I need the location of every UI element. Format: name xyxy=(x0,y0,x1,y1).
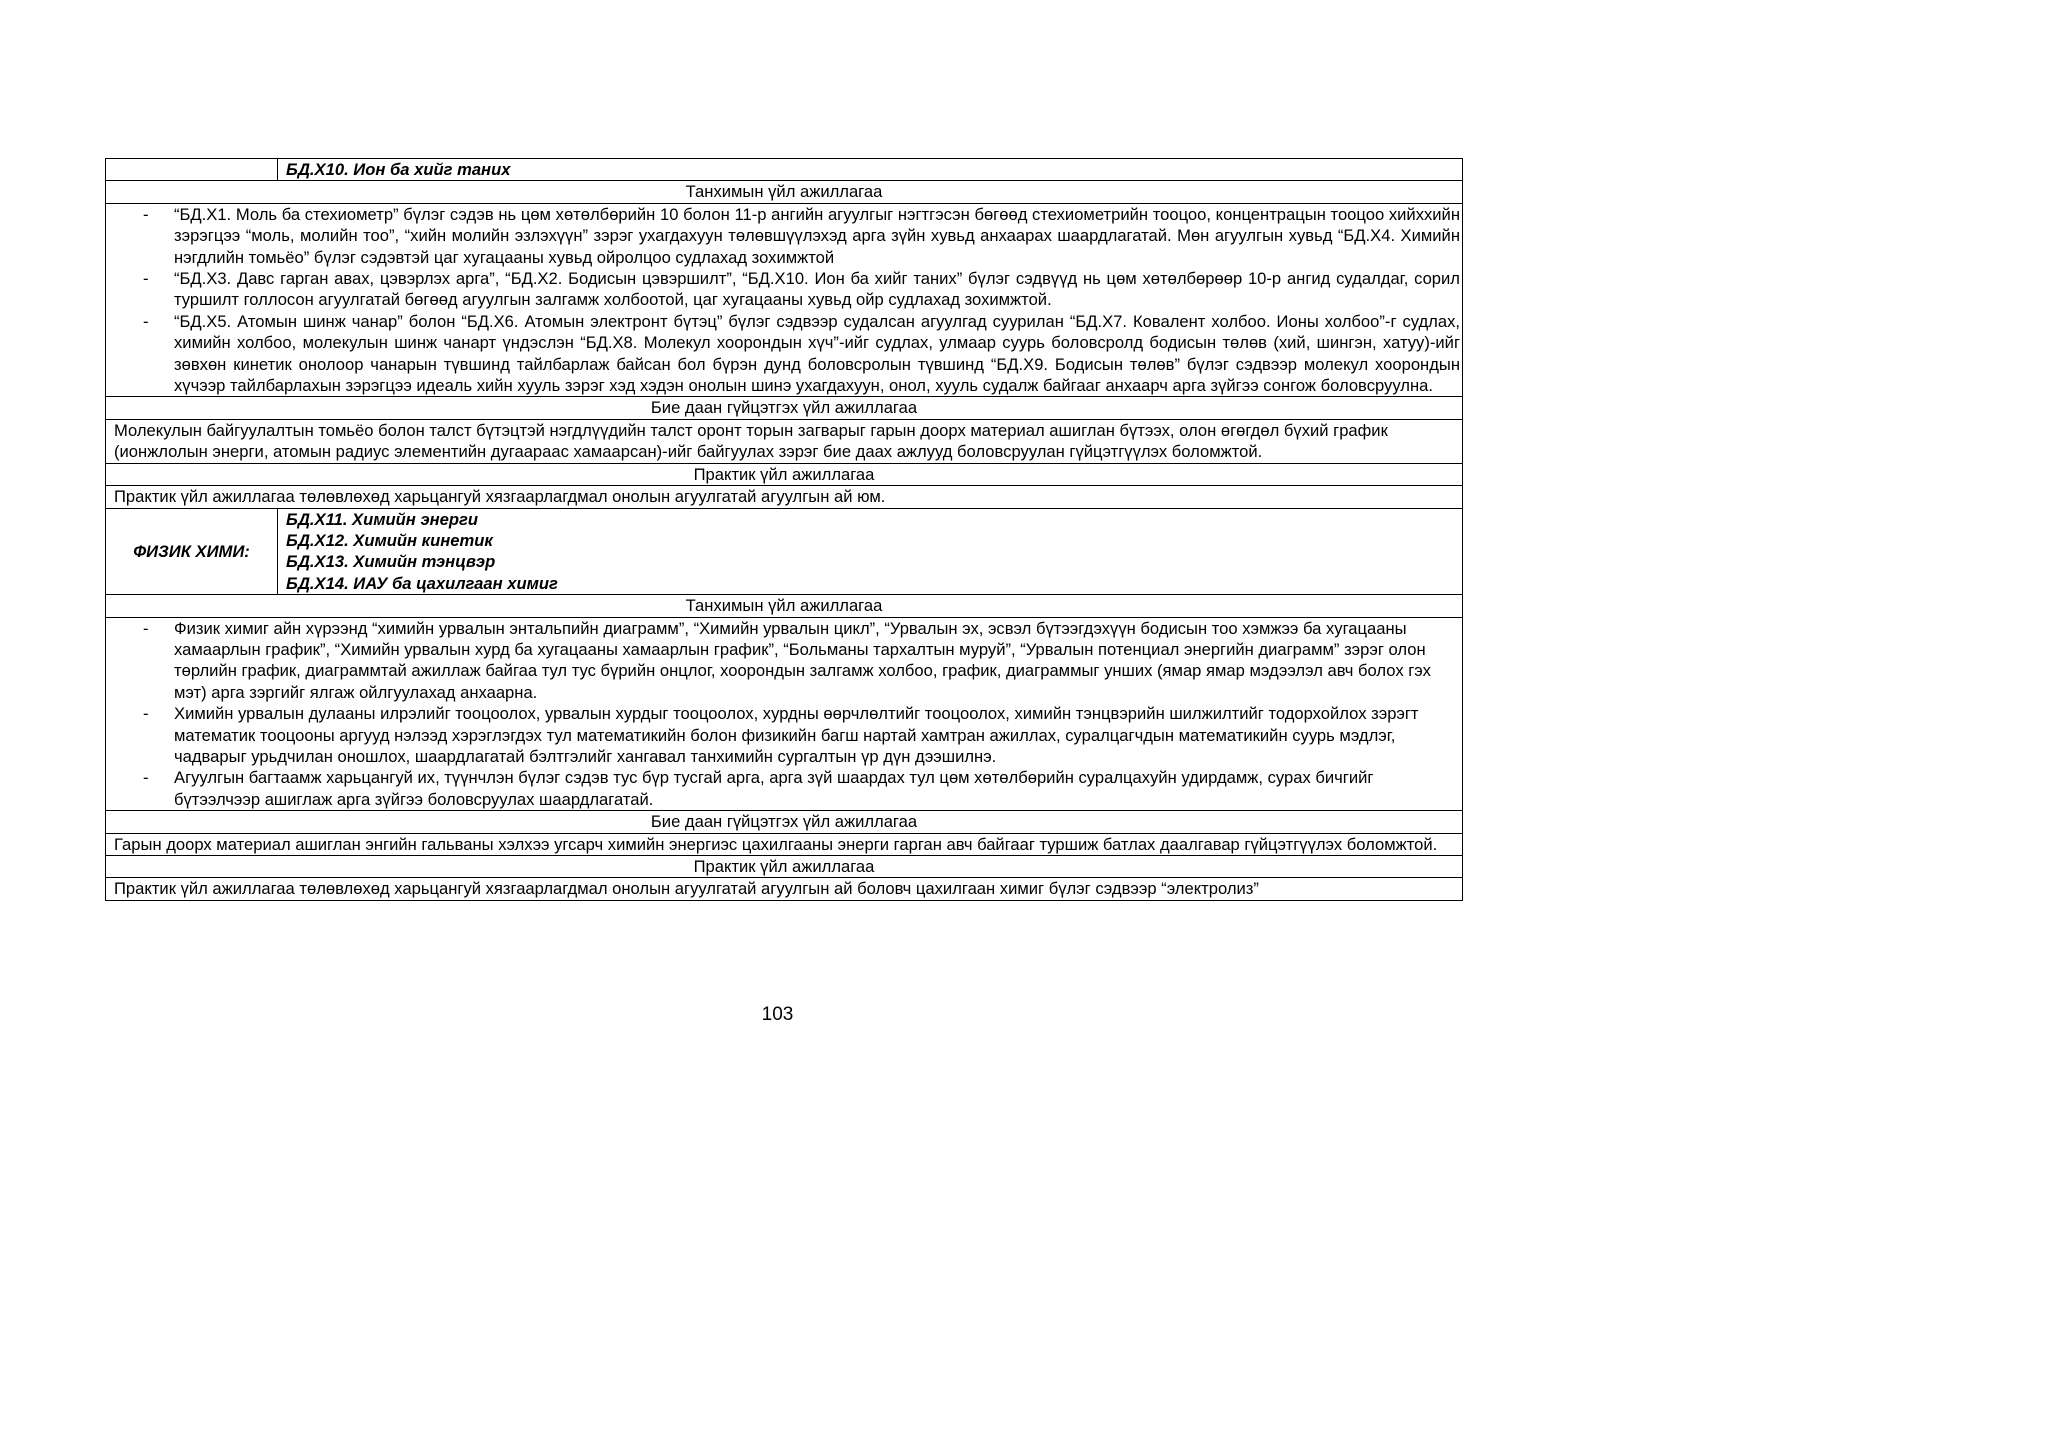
page-number: 103 xyxy=(761,1004,794,1025)
topic-title: БД.Х13. Химийн тэнцвэр xyxy=(286,552,496,572)
practical-activity-row xyxy=(106,878,1463,900)
topic-title: БД.Х11. Химийн энерги xyxy=(286,509,478,529)
topic-row xyxy=(106,508,1463,595)
list-item: - “БД.Х5. Атомын шинж чанар” болон “БД.Х6. Атомын электронт бүтэц” бүлэг сэдвээр судалсан агуулгад суурилан “БД.Х7. Ковалент холбоо. Ионы холбоо”-г судлах, химийн холбоо, молекулын шинж чанарт үндэслэн “БД.Х8. Молекул хоорондын хүч”-ийг судлах, улмаар суурь боловсролд бодисын төлөв (хий, шингэн, хатуу)-ийг зөвхөн кинетик онолоор чанарын түвшинд тайлбарлаж байсан бол бүрэн дунд боловсролын түвшинд “БД.Х9. Бодисын төлөв” бүлэг сэдвээр молекул хоорондын хүчээр тайлбарлахын зэрэгцээ идеаль хийн хууль зэрэг хэд хэдэн онолын шинэ ухагдахуун, онол, хууль судалж байгааг анхаарч арга зүйгээ сонгож боловсруулна. xyxy=(106,311,1462,397)
classroom-activity-list xyxy=(106,204,1462,397)
section-header-row xyxy=(106,181,1463,203)
independent-activity-text: Молекулын байгуулалтын томьёо болон талст бүтэцтэй нэгдлүүдийн талст оронт торын загварыг гарын доорх материал ашиглан бүтээх, олон өгөгдөл бүхий график (ионжлолын энерги, атомын радиус элементийн дугаараас хамаарсан)-ийг байгуулах зэрэг бие даах ажлууд боловсруулан гүйцэтгүүлэх боломжтой. xyxy=(106,419,1463,463)
topic-row xyxy=(106,159,1463,181)
practical-activity-text: Практик үйл ажиллагаа төлөвлөхөд харьцангуй хязгаарлагдмал онолын агуулгатай агуулгын ай юм. xyxy=(106,486,1463,508)
independent-activity-header: Бие даан гүйцэтгэх үйл ажиллагаа xyxy=(106,811,1463,833)
classroom-activity-cell xyxy=(106,617,1463,811)
practical-activity-row xyxy=(106,486,1463,508)
topic-title: БД.Х10. Ион ба хийг таних xyxy=(278,159,1463,181)
list-item: - Химийн урвалын дулааны илрэлийг тооцоолох, урвалын хурдыг тооцоолох, хурдны өөрчлөлтийг тооцоолох, химийн тэнцвэрийн шилжилтийг тодорхойлох зэрэгт математик тооцооны аргууд нэлээд хэрэглэгдэх тул математикийн болон физикийн багш нартай хамтран ажиллах, суралцагчдын математикийн суурь мэдлэг, чадварыг урьдчилан оношлох, шаардлагатай бэлтгэлийг хангавал танхимийн сургалтын үр дүн дээшилнэ. xyxy=(106,703,1462,767)
independent-activity-row xyxy=(106,833,1463,855)
practical-activity-header: Практик үйл ажиллагаа xyxy=(106,463,1463,485)
classroom-activity-cell xyxy=(106,203,1463,397)
section-header-row xyxy=(106,463,1463,485)
classroom-activity-header: Танхимын үйл ажиллагаа xyxy=(106,181,1463,203)
independent-activity-row xyxy=(106,419,1463,463)
label-cell-empty xyxy=(106,159,278,181)
topic-title: БД.Х14. ИАУ ба цахилгаан химиг xyxy=(286,573,558,593)
topic-title: БД.Х12. Химийн кинетик xyxy=(286,530,493,550)
list-item: - “БД.Х3. Давс гарган авах, цэвэрлэх арга”, “БД.Х2. Бодисын цэвэршилт”, “БД.Х10. Ион ба хийг таних” бүлэг сэдвүүд нь цөм хөтөлбөрөөр 10-р ангид судалдаг, сорил туршилт голлосон агуулгатай бөгөөд агуулгын залгамж холбоотой, цаг хугацааны хувьд ойр судлахад зохимжтой. xyxy=(106,268,1462,311)
section-header-row xyxy=(106,811,1463,833)
classroom-activity-header: Танхимын үйл ажиллагаа xyxy=(106,595,1463,617)
classroom-activity-row xyxy=(106,617,1463,811)
list-item: - Физик химиг айн хүрээнд “химийн урвалын энтальпийн диаграмм”, “Химийн урвалын цикл”, “Урвалын эх, эсвэл бүтээгдэхүүн бодисын тоо хэмжээ ба хугацааны хамаарлын график”, “Химийн урвалын хурд ба хугацааны хамаарлын график”, “Больманы тархалтын муруй”, “Урвалын потенциал энергийн диаграмм” зэрэг олон төрлийн график, диаграммтай ажиллаж байгаа тул тус бүрийн онцлог, хоорондын залгамж холбоо, график, диаграммыг унших (ямар ямар мэдээлэл авч болох гэх мэт) арга зэргийг ялгаж ойлгуулахад анхаарна. xyxy=(106,618,1462,704)
section-header-row xyxy=(106,856,1463,878)
curriculum-table xyxy=(105,158,1463,901)
section-header-row xyxy=(106,595,1463,617)
list-item: - Агуулгын багтаамж харьцангуй их, түүнчлэн бүлэг сэдэв тус бүр тусгай арга, арга зүй шаардах тул цөм хөтөлбөрийн суралцахуйн удирдамж, сурах бичгийг бүтээлчээр ашиглаж арга зүйгээ боловсруулах шаардлагатай. xyxy=(106,767,1462,810)
list-item: - “БД.Х1. Моль ба стехиометр” бүлэг сэдэв нь цөм хөтөлбөрийн 10 болон 11-р ангийн агуулгыг нэгтгэсэн бөгөөд стехиометрийн тооцоо, концентрацын тооцоо хийххийн зэрэгцээ “моль, молийн тоо”, “хийн молийн эзлэхүүн” зэрэг ухагдахуун төлөвшүүлэхэд арга зүйн хувьд анхаарах шаардлагатай. Мөн агуулгын хувьд “БД.Х4. Химийн нэгдлийн томьёо” бүлэг сэдэвтэй цаг хугацааны хувьд ойролцоо судлахад зохимжтой xyxy=(106,204,1462,268)
topic-list-cell xyxy=(278,508,1463,595)
practical-activity-header: Практик үйл ажиллагаа xyxy=(106,856,1463,878)
section-header-row xyxy=(106,397,1463,419)
independent-activity-text: Гарын доорх материал ашиглан энгийн гальваны хэлхээ угсарч химийн энергиэс цахилгааны энерги гарган авч байгааг туршиж батлах даалгавар гүйцэтгүүлэх боломжтой. xyxy=(106,833,1463,855)
practical-activity-text: Практик үйл ажиллагаа төлөвлөхөд харьцангуй хязгаарлагдмал онолын агуулгатай агуулгын ай боловч цахилгаан химиг бүлэг сэдвээр “электролиз” xyxy=(106,878,1463,900)
section-label: ФИЗИК ХИМИ: xyxy=(106,508,278,595)
independent-activity-header: Бие даан гүйцэтгэх үйл ажиллагаа xyxy=(106,397,1463,419)
classroom-activity-list xyxy=(106,618,1462,811)
classroom-activity-row xyxy=(106,203,1463,397)
